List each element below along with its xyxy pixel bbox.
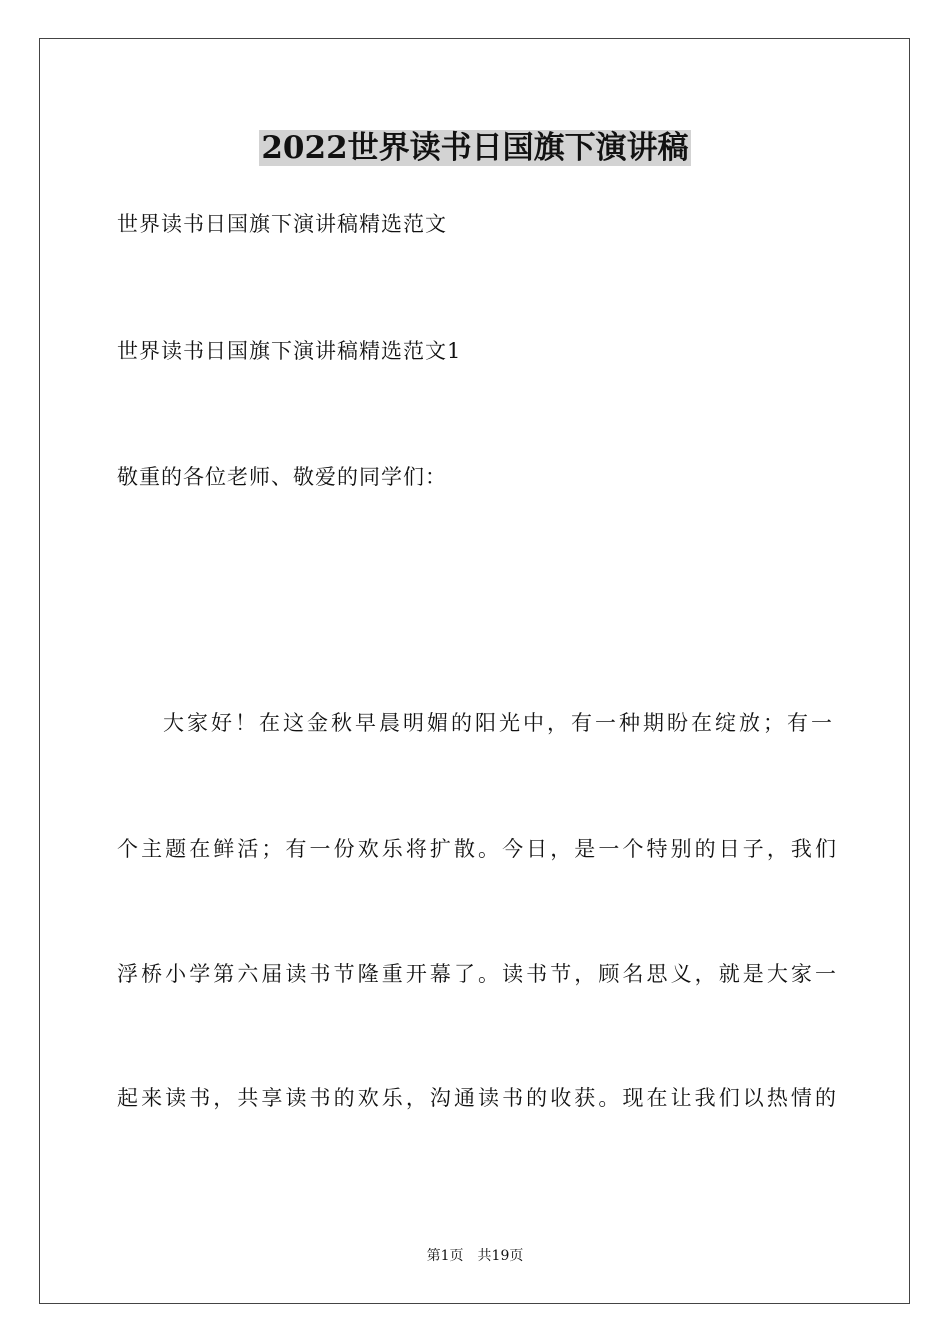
- page-footer: [0, 1247, 950, 1265]
- body-line-3: 浮桥小学第六届读书节隆重开幕了。读书节，顾名思义，就是大家一: [117, 962, 837, 986]
- section-heading: 世界读书日国旗下演讲稿精选范文1: [117, 339, 462, 363]
- body-line-1: 大家好！在这金秋早晨明媚的阳光中，有一种期盼在绽放；有一: [163, 711, 833, 735]
- body-line-2: 个主题在鲜活；有一份欢乐将扩散。今日，是一个特别的日子，我们: [117, 837, 837, 861]
- document-title: [0, 127, 950, 169]
- document-title-text: 2022世界读书日国旗下演讲稿: [261, 130, 689, 166]
- document-subtitle: 世界读书日国旗下演讲稿精选范文: [117, 212, 447, 236]
- page-number: 第1页: [426, 1248, 464, 1264]
- salutation: 敬重的各位老师、敬爱的同学们：: [117, 465, 447, 489]
- page-total: 共19页: [477, 1248, 524, 1264]
- body-line-4: 起来读书，共享读书的欢乐，沟通读书的收获。现在让我们以热情的: [117, 1086, 837, 1110]
